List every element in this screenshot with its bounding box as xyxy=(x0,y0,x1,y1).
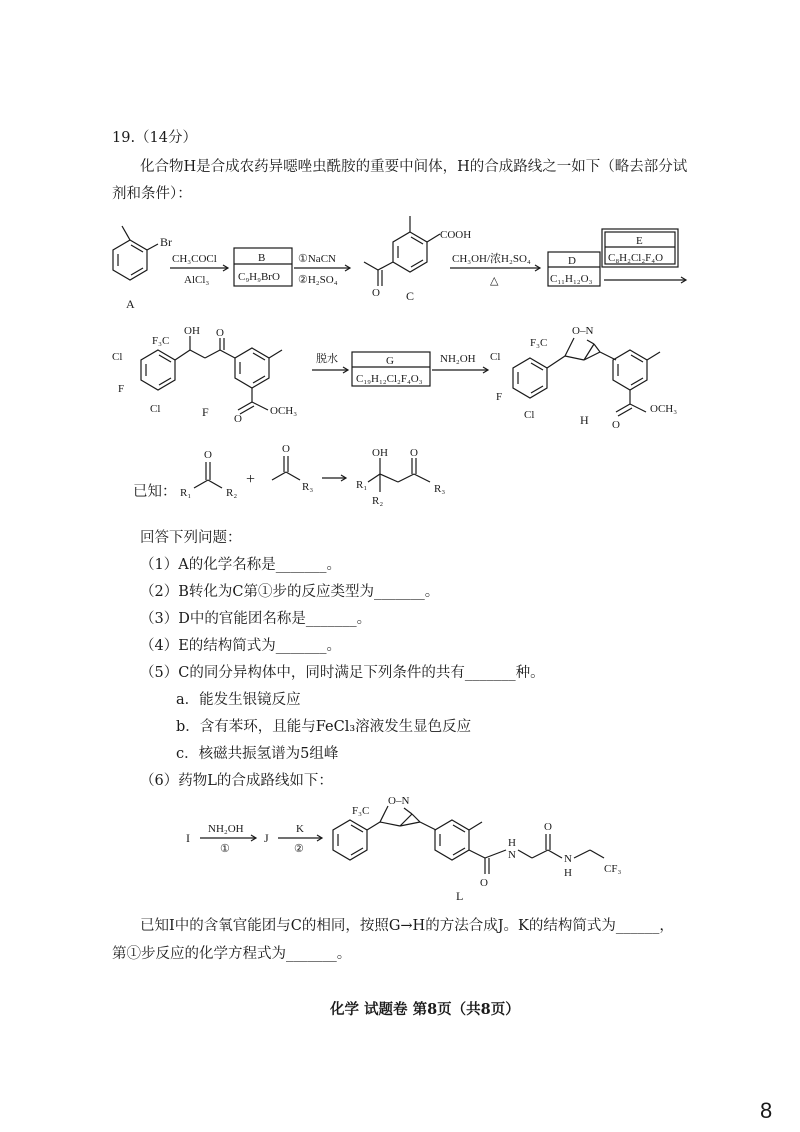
label-d: D xyxy=(568,255,576,267)
label-nh-n-1: N xyxy=(508,849,516,861)
label-r1: R₁ xyxy=(180,487,192,499)
label-och3-h: OCH₃ xyxy=(650,403,678,415)
question-6-text-2: 第①步反应的化学方程式为_______。 xyxy=(112,946,352,962)
label-fl-h: F xyxy=(496,391,503,403)
condition-a: a．能发生银镜反应 xyxy=(176,692,301,708)
label-cl-h-1: Cl xyxy=(490,351,501,363)
formula-e: C₈H₂Cl₂F₄O xyxy=(608,252,664,264)
question-6-text-1: 已知I中的含氧官能团与C的相同，按照G→H的方法合成J。K的结构简式为______， xyxy=(140,918,674,934)
label-b: B xyxy=(258,252,266,264)
label-f3c-f: F₃C xyxy=(152,335,170,347)
label-o-l-2: O xyxy=(544,821,552,833)
condition-c: c．核磁共振氢谱为5组峰 xyxy=(176,746,339,762)
label-nh-h-2: H xyxy=(564,867,572,879)
label-oh-f: OH xyxy=(184,325,200,337)
reagent-nh2oh: NH₂OH xyxy=(440,353,476,365)
label-o-prod: O xyxy=(410,447,418,459)
reagent-1-top: CH₃COCl xyxy=(172,253,217,265)
reagent-nh2oh-2: NH₂OH xyxy=(208,823,244,835)
label-f3c-l: F₃C xyxy=(352,805,370,817)
label-cl-f-1: Cl xyxy=(112,351,123,363)
label-g: G xyxy=(386,355,394,367)
label-l: L xyxy=(456,889,464,903)
question-1: （1）A的化学名称是_______。 xyxy=(140,557,341,573)
compound-h-structure xyxy=(513,338,660,416)
label-c: C xyxy=(406,289,415,303)
condition-b: b．含有苯环，且能与FeCl₃溶液发生显色反应 xyxy=(176,719,472,735)
label-r3: R₃ xyxy=(302,481,314,493)
page-footer: 化学 试题卷 第8页（共8页） xyxy=(330,1001,520,1018)
label-h: H xyxy=(580,413,589,427)
formula-d: C₁₁H₁₂O₃ xyxy=(550,273,593,285)
intro-line-1: 化合物H是合成农药异噁唑虫酰胺的重要中间体，H的合成路线之一如下（略去部分试 xyxy=(140,159,688,175)
answer-prompt: 回答下列问题： xyxy=(140,530,242,546)
intro-line-2: 剂和条件）： xyxy=(112,186,192,202)
label-o-f: O xyxy=(216,327,224,339)
label-k: K xyxy=(296,823,304,835)
label-o-k1: O xyxy=(204,449,212,461)
label-o-f-ester: O xyxy=(234,413,242,425)
reagent-2-top: ①NaCN xyxy=(298,253,336,265)
formula-b: C₉H₉BrO xyxy=(238,271,280,283)
label-r3-prod: R₃ xyxy=(434,483,446,495)
question-3: （3）D中的官能团名称是_______。 xyxy=(140,611,372,627)
label-r1-prod: R₁ xyxy=(356,479,368,491)
compound-c-structure xyxy=(364,216,440,286)
label-on-h: O–N xyxy=(572,325,594,337)
label-on-l: O–N xyxy=(388,795,410,807)
reagent-3-top: CH₃OH/浓H₂SO₄ xyxy=(452,253,531,265)
label-i: I xyxy=(186,831,190,845)
reagent-2-bot: ②H₂SO₄ xyxy=(298,274,338,286)
page-number: 8 xyxy=(760,1098,773,1123)
label-br: Br xyxy=(160,235,172,249)
question-6: （6）药物L的合成路线如下： xyxy=(140,773,333,789)
compound-f-structure xyxy=(141,336,282,414)
label-o-k2: O xyxy=(282,443,290,455)
known-label: 已知： xyxy=(133,484,177,500)
label-o-l-1: O xyxy=(480,877,488,889)
label-r2-prod: R₂ xyxy=(372,495,384,507)
reagent-dehydrate: 脱水 xyxy=(316,353,338,365)
label-fl-f: F xyxy=(118,383,125,395)
label-f: F xyxy=(202,405,209,419)
label-f3c-h: F₃C xyxy=(530,337,548,349)
formula-g: C₁₉H₁₂Cl₂F₄O₃ xyxy=(356,373,423,385)
label-cooh: COOH xyxy=(440,229,472,241)
label-r2: R₂ xyxy=(226,487,238,499)
label-cf3: CF₃ xyxy=(604,863,622,875)
plus-sign: + xyxy=(246,471,256,488)
label-nh-n-2: N xyxy=(564,853,572,865)
label-o-h-ester: O xyxy=(612,419,620,431)
step-1: ① xyxy=(220,843,230,855)
label-cl-h-2: Cl xyxy=(524,409,535,421)
step-2: ② xyxy=(294,843,304,855)
label-o-c: O xyxy=(372,287,380,299)
label-e: E xyxy=(636,235,643,247)
label-j: J xyxy=(264,831,269,845)
compound-a-structure xyxy=(113,226,158,280)
question-2: （2）B转化为C第①步的反应类型为_______。 xyxy=(140,584,440,600)
label-nh-h-1: H xyxy=(508,837,516,849)
label-och3-f: OCH₃ xyxy=(270,405,298,417)
reagent-1-bot: AlCl₃ xyxy=(184,274,210,286)
question-4: （4）E的结构简式为_______。 xyxy=(140,638,342,654)
label-oh-prod: OH xyxy=(372,447,388,459)
label-cl-f-2: Cl xyxy=(150,403,161,415)
reagent-3-bot: △ xyxy=(490,275,499,287)
question-header: 19.（14分） xyxy=(112,130,198,146)
question-5: （5）C的同分异构体中，同时满足下列条件的共有_______种。 xyxy=(140,665,545,681)
label-a: A xyxy=(126,297,135,311)
